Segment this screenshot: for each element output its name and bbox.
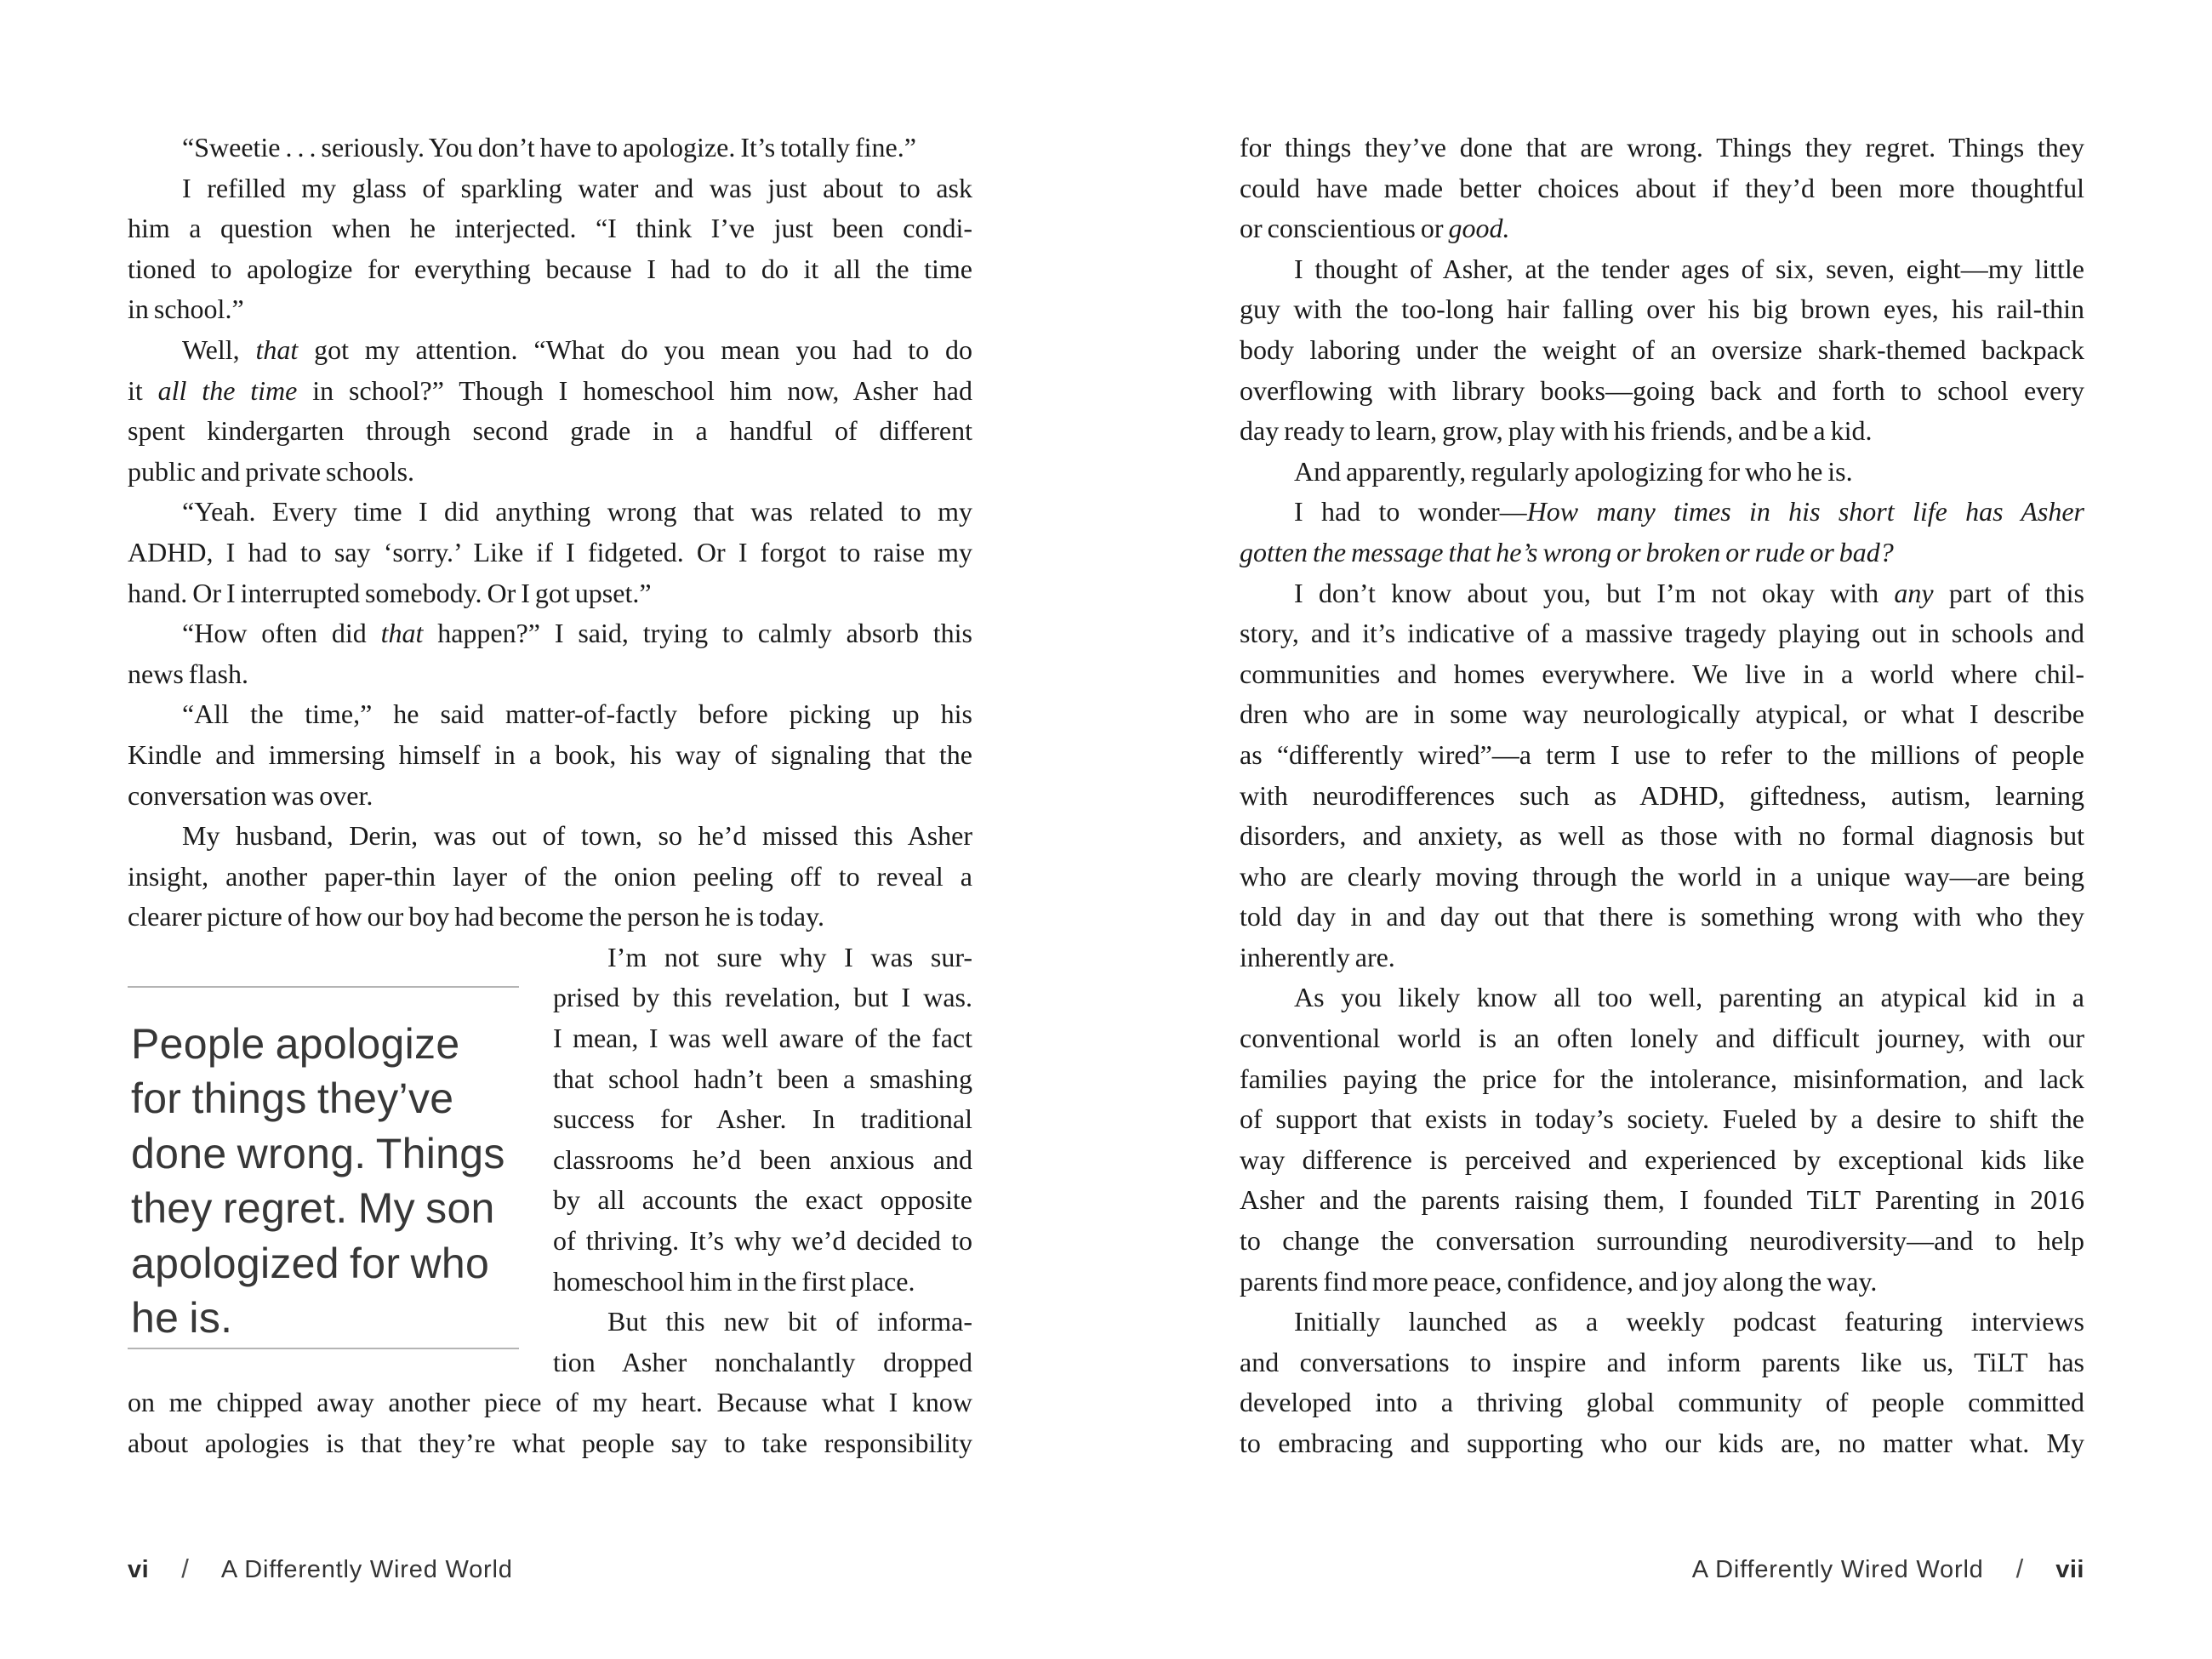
text-line: by all accounts the exact opposite xyxy=(553,1184,972,1216)
text-line: tion Asher nonchalantly dropped xyxy=(553,1346,972,1377)
text-line: “How often did that happen?” I said, trying to calmly absorb this xyxy=(182,618,972,649)
text-line: public and private schools. xyxy=(128,455,415,487)
text-line: clearer picture of how our boy had become the person he is today. xyxy=(128,901,824,932)
text-line: overflowing with library books—going back and forth to school every xyxy=(1240,374,2084,406)
pull-quote-line: done wrong. Things xyxy=(131,1129,505,1177)
text-line: I mean, I was well aware of the fact xyxy=(553,1023,972,1054)
pull-quote-line: for things they’ve xyxy=(131,1075,454,1123)
right-page-paragraphs xyxy=(1240,128,2084,1464)
text-line: body laboring under the weight of an oversize shark-themed backpack xyxy=(1240,334,2084,365)
text-line: or conscientious or good. xyxy=(1240,213,1510,244)
text-line: insight, another paper-thin layer of the onion peeling off to reveal a xyxy=(128,860,972,892)
text-line: conversation was over. xyxy=(128,779,373,811)
page-number: vi xyxy=(128,1556,150,1583)
text-line: conventional world is an often lonely and difficult journey, with our xyxy=(1240,1023,2084,1054)
text-line: of support that exists in today’s society. Fueled by a desire to shift the xyxy=(1240,1103,2084,1135)
text-line: Asher and the parents raising them, I founded TiLT Parenting in 2016 xyxy=(1240,1184,2084,1216)
pull-quote-text xyxy=(131,1017,519,1346)
paragraph xyxy=(128,330,972,492)
text-line: communities and homes everywhere. We live in a world where chil- xyxy=(1240,658,2084,689)
text-line: of thriving. It’s why we’d decided to xyxy=(553,1225,972,1257)
text-line: it all the time in school?” Though I homeschool him now, Asher had xyxy=(128,374,972,406)
right-page xyxy=(1106,0,2212,1659)
text-line: But this new bit of informa- xyxy=(607,1306,972,1337)
text-line: “Yeah. Every time I did anything wrong that was related to my xyxy=(182,496,972,527)
text-line: to change the conversation surrounding neurodiversity—and to help xyxy=(1240,1225,2084,1257)
running-title: A Differently Wired World xyxy=(220,1556,513,1583)
text-line: Kindle and immersing himself in a book, his way of signaling that the xyxy=(128,738,972,770)
text-line: families paying the price for the intolerance, misinformation, and lack xyxy=(1240,1063,2084,1094)
paragraph xyxy=(128,128,972,168)
text-line: news flash. xyxy=(128,658,248,689)
text-line: as “differently wired”—a term I use to refer to the millions of people xyxy=(1240,738,2084,770)
text-line: inherently are. xyxy=(1240,941,1395,972)
text-line: on me chipped away another piece of my heart. Because what I know xyxy=(128,1387,972,1418)
text-line: dren who are in some way neurologically atypical, or what I describe xyxy=(1240,698,2084,730)
pull-quote-box xyxy=(128,986,519,1349)
text-line: way difference is perceived and experienced by exceptional kids like xyxy=(1240,1143,2084,1175)
footer-slash-separator: / xyxy=(181,1554,189,1583)
pull-quote-line: they regret. My son xyxy=(131,1184,495,1233)
text-line: And apparently, regularly apologizing for who he is. xyxy=(1294,455,1853,487)
paragraph xyxy=(1240,492,2084,573)
text-line: ADHD, I had to say ‘sorry.’ Like if I fidgeted. Or I forgot to raise my xyxy=(128,536,972,567)
text-line: in school.” xyxy=(128,294,244,325)
text-line: prised by this revelation, but I was. xyxy=(553,982,972,1013)
pull-quote xyxy=(128,938,553,1371)
right-page-text xyxy=(1240,128,2084,1464)
text-line: guy with the too-long hair falling over his big brown eyes, his rail-thin xyxy=(1240,294,2084,325)
text-line: success for Asher. In traditional xyxy=(553,1103,972,1135)
text-line: I refilled my glass of sparkling water and was just about to ask xyxy=(182,172,972,203)
text-line: I’m not sure why I was sur- xyxy=(607,941,972,972)
text-line: I don’t know about you, but I’m not okay with any part of this xyxy=(1294,577,2084,608)
text-line: hand. Or I interrupted somebody. Or I got upset.” xyxy=(128,577,652,608)
text-line: who are clearly moving through the world in a unique way—are being xyxy=(1240,860,2084,892)
text-line: developed into a thriving global community of people committed xyxy=(1240,1387,2084,1418)
paragraph xyxy=(1240,1302,2084,1463)
pull-quote-line: People apologize xyxy=(131,1019,460,1068)
paragraph xyxy=(1240,573,2084,978)
paragraph xyxy=(1240,978,2084,1302)
paragraph xyxy=(1240,452,2084,493)
text-line: about apologies is that they’re what people say to take responsibility xyxy=(128,1428,972,1458)
text-line: story, and it’s indicative of a massive tragedy playing out in schools and xyxy=(1240,618,2084,649)
left-page-paragraphs xyxy=(128,128,972,938)
text-line: with neurodifferences such as ADHD, giftedness, autism, learning xyxy=(1240,779,2084,811)
text-line: gotten the message that he’s wrong or broken or rude or bad? xyxy=(1240,536,1894,567)
paragraph xyxy=(128,816,972,938)
text-line: “All the time,” he said matter-of-factly before picking up his xyxy=(182,698,972,730)
text-line: could have made better choices about if they’d been more thoughtful xyxy=(1240,172,2084,203)
paragraph xyxy=(128,168,972,330)
text-line: My husband, Derin, was out of town, so he’d missed this Asher xyxy=(182,820,972,852)
paragraph xyxy=(128,694,972,816)
text-line: homeschool him in the first place. xyxy=(553,1265,915,1297)
text-line: As you likely know all too well, parenting an atypical kid in a xyxy=(1294,982,2084,1013)
text-line: disorders, and anxiety, as well as those with no formal diagnosis but xyxy=(1240,820,2084,852)
pull-quote-line: he is. xyxy=(131,1294,233,1343)
text-line: Initially launched as a weekly podcast featuring interviews xyxy=(1294,1306,2084,1337)
text-line: Well, that got my attention. “What do you mean you had to do xyxy=(182,334,972,365)
text-line: to embracing and supporting who our kids are, no matter what. My xyxy=(1240,1428,2084,1458)
text-line: for things they’ve done that are wrong. Things they regret. Things they xyxy=(1240,132,2084,162)
paragraph xyxy=(128,613,972,694)
text-line: I had to wonder—How many times in his short life has Asher xyxy=(1294,496,2084,527)
running-title: A Differently Wired World xyxy=(1691,1556,1984,1583)
text-line: him a question when he interjected. “I think I’ve just been condi- xyxy=(128,213,972,244)
pull-quote-line: apologized for who xyxy=(131,1239,490,1287)
paragraph xyxy=(1240,128,2084,249)
text-line: I thought of Asher, at the tender ages of six, seven, eight—my little xyxy=(1294,253,2084,284)
text-line: spent kindergarten through second grade in a handful of different xyxy=(128,415,972,447)
text-line: parents find more peace, confidence, and joy along the way. xyxy=(1240,1265,1878,1297)
left-page-footer xyxy=(128,1554,513,1588)
text-line: tioned to apologize for everything because I had to do it all the time xyxy=(128,253,972,284)
left-page-text xyxy=(128,128,972,1464)
text-line: day ready to learn, grow, play with his friends, and be a kid. xyxy=(1240,415,1873,447)
text-line: and conversations to inspire and inform parents like us, TiLT has xyxy=(1240,1346,2084,1377)
paragraph xyxy=(128,492,972,613)
page-number: vii xyxy=(2055,1556,2084,1583)
footer-slash-separator: / xyxy=(2015,1554,2024,1583)
text-line: that school hadn’t been a smashing xyxy=(553,1063,972,1094)
text-line: classrooms he’d been anxious and xyxy=(553,1143,972,1175)
text-line: “Sweetie . . . seriously. You don’t have to apologize. It’s totally fine.” xyxy=(182,132,916,162)
text-line: told day in and day out that there is something wrong with who they xyxy=(1240,901,2084,932)
paragraph xyxy=(1240,249,2084,452)
right-page-footer xyxy=(1692,1554,2084,1588)
